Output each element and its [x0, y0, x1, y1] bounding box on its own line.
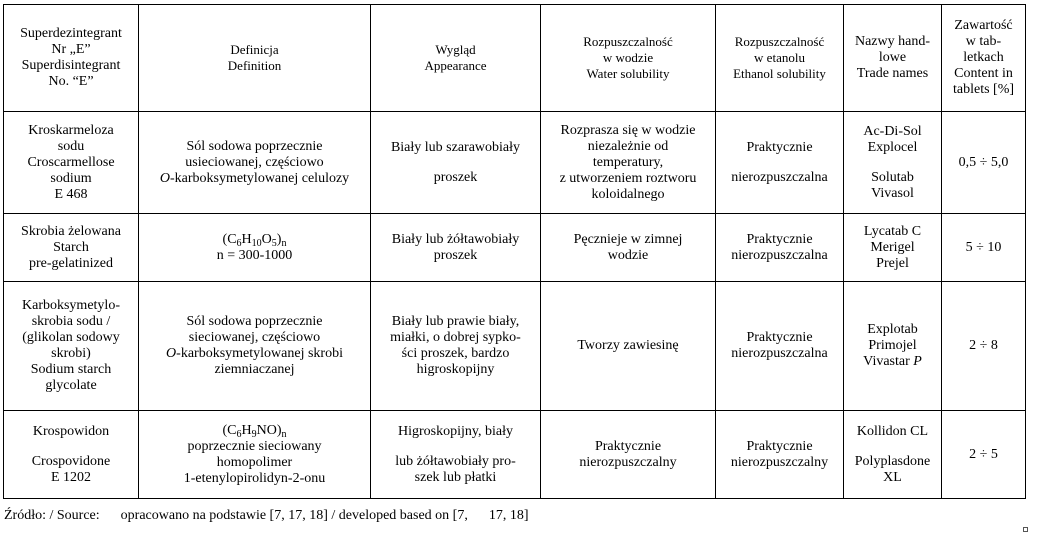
trade-line: Prejel [876, 255, 909, 271]
header-trade-line: Trade names [856, 66, 929, 81]
definition-prefix: O [166, 346, 177, 361]
cell-definition [139, 411, 371, 499]
appearance-line: Biały lub prawie biały, [391, 314, 520, 329]
water-line: nierozpuszczalny [579, 454, 677, 470]
water-line: koloidalnego [591, 186, 665, 202]
appearance-line: ści proszek, bardzo [401, 346, 510, 361]
disintegrants-table [3, 4, 1026, 499]
formula: $(C_6H_{10}O_5)_n$ [222, 231, 287, 249]
table-row [4, 282, 1026, 411]
cell-ethanol-solubility [716, 214, 844, 282]
header-trade-names [844, 5, 942, 112]
cell-appearance [371, 411, 541, 499]
water-line: niezależnie od [587, 138, 669, 154]
trade-line: Polyplasdone [854, 453, 931, 469]
definition-line: homopolimer [216, 454, 293, 470]
water-line: z utworzeniem roztworu [559, 170, 697, 186]
header-content-line: Zawartość [954, 18, 1013, 33]
appearance-line: higroskopijny [416, 362, 495, 377]
water-line: wodzie [607, 247, 649, 263]
cell-water-solubility [541, 282, 716, 411]
table-row [4, 411, 1026, 499]
header-number-line: Superdisintegrant [21, 58, 121, 73]
appearance-line: Biały lub żółtawobiały [391, 231, 520, 247]
name-line: Croscarmellose [27, 154, 115, 170]
cell-trade-names [844, 411, 942, 499]
trade-line: Lycatab C [863, 223, 922, 239]
trade-line: Explotab [867, 322, 918, 337]
water-line: temperatury, [592, 154, 664, 170]
trade-line [846, 354, 939, 370]
name-line: glycolate [45, 378, 97, 393]
cell-ethanol-solubility [716, 411, 844, 499]
ethanol-line: nierozpuszczalny [730, 454, 829, 470]
cell-ethanol-solubility [716, 282, 844, 411]
header-number-line: No. “E” [48, 74, 94, 89]
name-line: Skrobia żelowana [21, 223, 121, 239]
cell-name [4, 214, 139, 282]
name-line: sodu [57, 138, 85, 154]
trade-suffix: P [913, 354, 922, 369]
cell-trade-names [844, 112, 942, 214]
trade-line: Merigel [870, 239, 915, 255]
trade-line: Kollidon CL [856, 423, 929, 439]
cell-water-solubility [541, 214, 716, 282]
header-definition [139, 5, 371, 112]
header-water-solubility [541, 5, 716, 112]
ethanol-line: Praktycznie [746, 231, 813, 247]
header-water-line: Water solubility [586, 66, 670, 81]
trade-line: XL [883, 469, 902, 485]
cell-content [942, 214, 1026, 282]
ethanol-line: Praktycznie [746, 330, 813, 345]
appearance-line: lub żółtawobiały pro- [395, 453, 516, 469]
ethanol-line: nierozpuszczalna [731, 346, 828, 361]
definition-line: poprzecznie sieciowany [187, 438, 322, 454]
name-line: pre-gelatinized [29, 255, 113, 271]
definition-line [141, 171, 368, 187]
content-value: 0,5 ÷ 5,0 [958, 154, 1009, 170]
name-line: E 1202 [50, 469, 92, 485]
header-appearance-line: Appearance [424, 58, 487, 73]
cell-definition [139, 112, 371, 214]
definition-line: Sól sodowa poprzecznie [186, 138, 323, 154]
cell-appearance [371, 214, 541, 282]
header-appearance [371, 5, 541, 112]
definition-line: usieciowanej, częściowo [185, 154, 324, 170]
name-line: (glikolan sodowy [22, 330, 120, 345]
definition-line: ziemniaczanej [214, 362, 295, 377]
appearance-line: szek lub płatki [414, 469, 497, 485]
table-row [4, 112, 1026, 214]
header-definition-line: Definition [227, 58, 282, 73]
header-ethanol-solubility [716, 5, 844, 112]
header-content [942, 5, 1026, 112]
name-line: Krospowidon [32, 423, 110, 439]
definition-line: Sól sodowa poprzecznie [186, 314, 323, 329]
cell-definition [139, 214, 371, 282]
water-line: Rozprasza się w wodzie [560, 122, 696, 138]
appearance-line: proszek [433, 169, 478, 185]
small-square-mark [1023, 527, 1028, 532]
trade-line: Primojel [868, 338, 917, 353]
header-definition-line: Definicja [230, 42, 279, 57]
trade-line: Explocel [867, 139, 918, 155]
appearance-line: Biały lub szarawobiały [390, 139, 521, 155]
cell-name [4, 112, 139, 214]
cell-content [942, 112, 1026, 214]
header-ethanol-line: w etanolu [754, 50, 805, 65]
name-line: E 468 [54, 186, 88, 202]
name-line: Crospovidone [31, 453, 111, 469]
header-number-line: Nr „E” [51, 42, 91, 57]
water-line: Pęcznieje w zimnej [573, 231, 683, 247]
header-number [4, 5, 139, 112]
trade-line: Vivasol [871, 185, 914, 201]
header-content-line: tablets [%] [952, 82, 1015, 97]
water-line: Praktycznie [594, 438, 662, 454]
name-line: sodium [50, 170, 92, 186]
content-value: 2 ÷ 8 [969, 338, 998, 353]
source-label: Źródło: / Source: [4, 508, 100, 523]
name-line: Karboksymetylo- [22, 298, 120, 313]
ethanol-line: nierozpuszczalna [731, 169, 828, 185]
trade-text: Vivastar [863, 354, 910, 369]
cell-content [942, 282, 1026, 411]
content-value: 5 ÷ 10 [965, 239, 1002, 255]
cell-appearance [371, 112, 541, 214]
name-line: skrobi) [51, 346, 91, 361]
definition-prefix: O [159, 170, 170, 186]
cell-trade-names [844, 214, 942, 282]
appearance-line: miałki, o dobrej sypko- [390, 330, 521, 345]
definition-line [141, 346, 368, 362]
header-trade-line: lowe [878, 50, 907, 65]
cell-ethanol-solubility [716, 112, 844, 214]
cell-trade-names [844, 282, 942, 411]
name-line: Sodium starch [30, 362, 112, 377]
name-line: skrobia sodu / [31, 314, 111, 329]
header-appearance-line: Wygląd [435, 42, 476, 57]
formula: $(C_6H_9NO)_n$ [222, 422, 287, 440]
source-note [4, 508, 529, 524]
header-trade-line: Nazwy hand- [854, 34, 931, 49]
header-row [4, 5, 1026, 112]
ethanol-line: Praktycznie [746, 139, 813, 155]
appearance-line: proszek [433, 247, 478, 263]
source-text-end: 17, 18] [488, 508, 529, 523]
appearance-line: Higroskopijny, biały [398, 423, 513, 439]
cell-water-solubility [541, 112, 716, 214]
cell-definition [139, 282, 371, 411]
cell-name [4, 411, 139, 499]
header-number-line: Superdezintegrant [20, 26, 122, 41]
definition-text: -karboksymetylowanej celulozy [169, 170, 350, 186]
header-content-line: Content in [954, 66, 1013, 81]
cell-content [942, 411, 1026, 499]
definition-text: -karboksymetylowanej skrobi [176, 346, 343, 361]
header-ethanol-line: Ethanol solubility [733, 66, 826, 81]
ethanol-line: nierozpuszczalna [731, 247, 828, 263]
header-ethanol-line: Rozpuszczalność [734, 34, 825, 49]
header-content-line: w tab- [965, 34, 1002, 49]
source-text: opracowano na podstawie [7, 17, 18] / developed based on [7, [120, 508, 468, 523]
cell-water-solubility [541, 411, 716, 499]
ethanol-line: Praktycznie [746, 438, 813, 454]
n-range: n = 300-1000 [216, 247, 293, 263]
header-water-line: w wodzie [602, 50, 654, 65]
name-line: Starch [53, 239, 89, 255]
header-content-line: letkach [963, 50, 1004, 65]
definition-line: 1-etenylopirolidyn-2-onu [183, 470, 326, 486]
cell-name [4, 282, 139, 411]
definition-line: sieciowanej, częściowo [188, 330, 321, 345]
header-water-line: Rozpuszczalność [583, 34, 673, 49]
trade-line: Ac-Di-Sol [863, 123, 922, 139]
water-line: Tworzy zawiesinę [577, 338, 679, 353]
cell-appearance [371, 282, 541, 411]
name-line: Kroskarmeloza [28, 122, 114, 138]
trade-line: Solutab [871, 169, 914, 185]
content-value: 2 ÷ 5 [969, 446, 998, 462]
table-row [4, 214, 1026, 282]
